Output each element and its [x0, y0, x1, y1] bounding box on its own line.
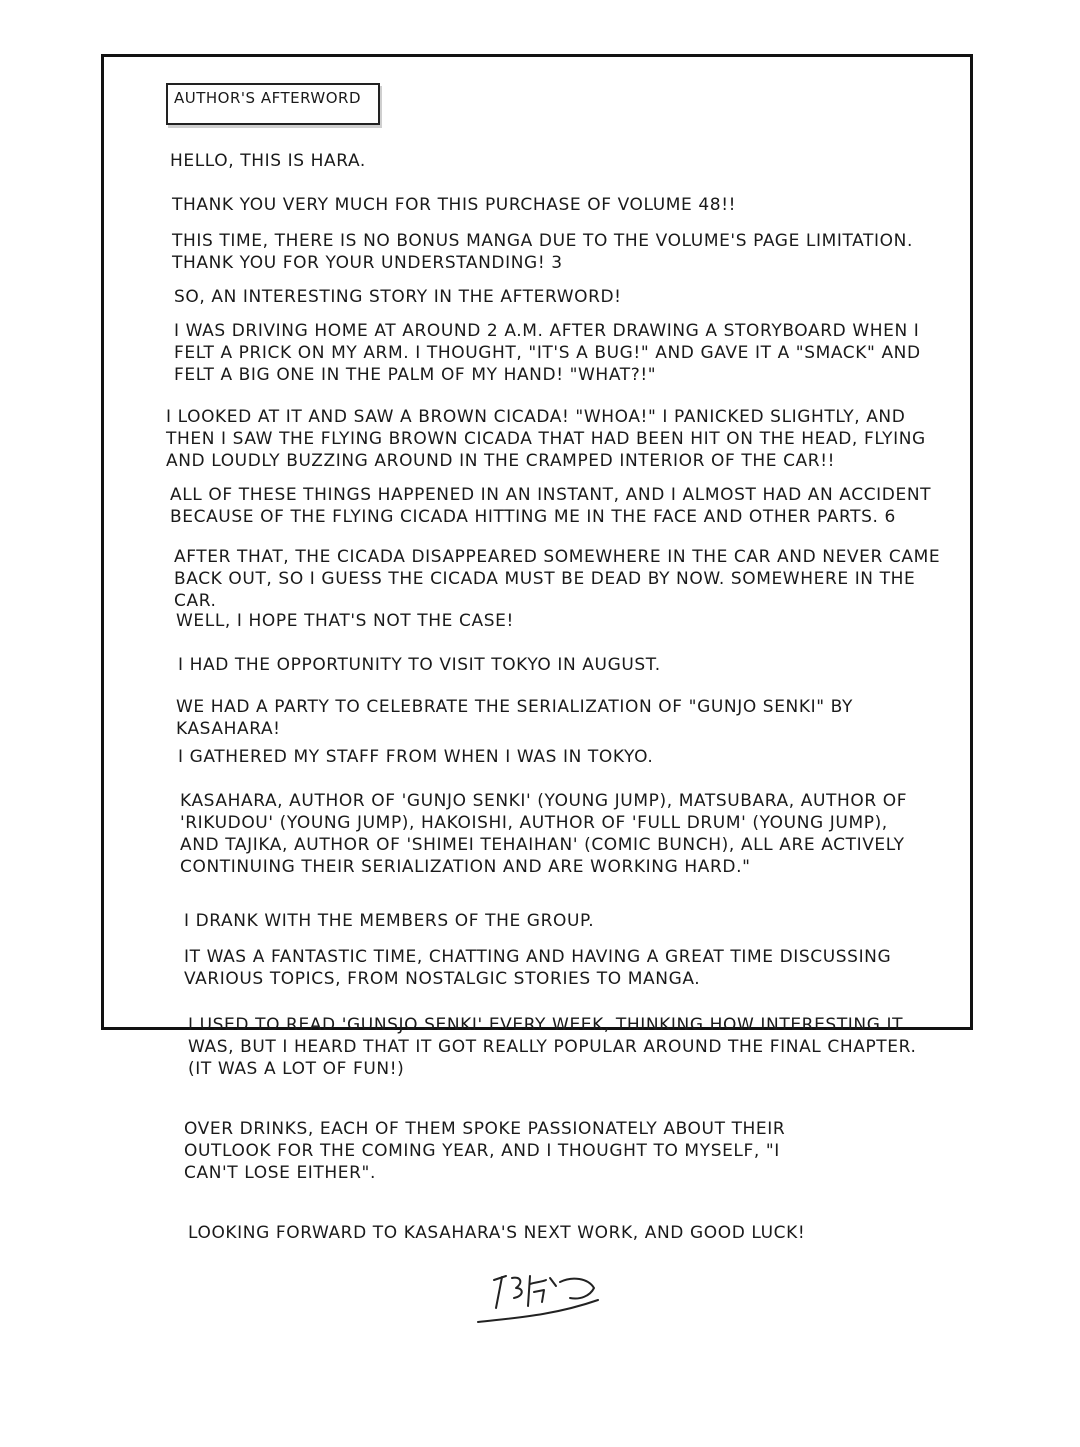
paragraph-drank: I DRANK WITH THE MEMBERS OF THE GROUP.	[184, 911, 595, 931]
paragraph-driving: I WAS DRIVING HOME AT AROUND 2 A.M. AFTER DRAWING A STORYBOARD WHEN I FELT A PRICK ON MY ARM. I THOUGHT, "IT'S A BUG!" AND GAVE IT A "SMACK" AND FELT A BIG ONE IN THE PALM OF MY HAND! "WHAT?!"	[174, 321, 921, 385]
paragraph-no-bonus: THIS TIME, THERE IS NO BONUS MANGA DUE TO THE VOLUME'S PAGE LIMITATION. THANK YOU FOR YOUR UNDERSTANDING! 3	[172, 231, 913, 273]
paragraph-staff: I GATHERED MY STAFF FROM WHEN I WAS IN TOKYO.	[178, 747, 654, 767]
paragraph-accident: ALL OF THESE THINGS HAPPENED IN AN INSTANT, AND I ALMOST HAD AN ACCIDENT BECAUSE OF THE FLYING CICADA HITTING ME IN THE FACE AND OTHER PARTS. 6	[170, 485, 932, 527]
paragraph-gunsjo-senki: I USED TO READ 'GUNSJO SENKI' EVERY WEEK, THINKING HOW INTERESTING IT WAS, BUT I HEARD THAT IT GOT REALLY POPULAR AROUND THE FINAL CHAPTER. (IT WAS A LOT OF FUN!)	[188, 1015, 917, 1079]
paragraph-party: WE HAD A PARTY TO CELEBRATE THE SERIALIZATION OF "GUNJO SENKI" BY KASAHARA!	[176, 697, 853, 739]
paragraph-cicada: I LOOKED AT IT AND SAW A BROWN CICADA! "WHOA!" I PANICKED SLIGHTLY, AND THEN I SAW THE FLYING BROWN CICADA THAT HAD BEEN HIT ON THE HEAD, FLYING AND LOUDLY BUZZING AROUND IN THE CRAMPED INTERIOR OF THE CAR!!	[166, 407, 926, 471]
paragraph-tokyo: I HAD THE OPPORTUNITY TO VISIT TOKYO IN AUGUST.	[178, 655, 661, 675]
paragraph-authors: KASAHARA, AUTHOR OF 'GUNJO SENKI' (YOUNG JUMP), MATSUBARA, AUTHOR OF 'RIKUDOU' (YOUNG JUMP), HAKOISHI, AUTHOR OF 'FULL DRUM' (YOUNG JUMP), AND TAJIKA, AUTHOR OF 'SHIMEI TEHAIHAN' (COMIC BUNCH), ALL ARE ACTIVELY CONTINUING THEIR SERIALIZATION AND ARE WORKING HARD."	[180, 791, 908, 877]
paragraph-hope: WELL, I HOPE THAT'S NOT THE CASE!	[176, 611, 514, 631]
paragraph-good-luck: LOOKING FORWARD TO KASAHARA'S NEXT WORK, AND GOOD LUCK!	[188, 1223, 806, 1243]
paragraph-story-intro: SO, AN INTERESTING STORY IN THE AFTERWORD!	[174, 287, 622, 307]
signature-mark	[472, 1262, 622, 1332]
afterword-title: AUTHOR'S AFTERWORD	[174, 89, 362, 107]
paragraph-greeting: HELLO, THIS IS HARA.	[170, 151, 366, 171]
paragraph-over-drinks: OVER DRINKS, EACH OF THEM SPOKE PASSIONATELY ABOUT THEIR OUTLOOK FOR THE COMING YEAR, AND I THOUGHT TO MYSELF, "I CAN'T LOSE EITHER".	[184, 1119, 786, 1183]
paragraph-thanks: THANK YOU VERY MUCH FOR THIS PURCHASE OF VOLUME 48!!	[172, 195, 737, 215]
paragraph-disappeared: AFTER THAT, THE CICADA DISAPPEARED SOMEWHERE IN THE CAR AND NEVER CAME BACK OUT, SO I GUESS THE CICADA MUST BE DEAD BY NOW. SOMEWHERE IN THE CAR.	[174, 547, 941, 611]
paragraph-fantastic-time: IT WAS A FANTASTIC TIME, CHATTING AND HAVING A GREAT TIME DISCUSSING VARIOUS TOPICS, FROM NOSTALGIC STORIES TO MANGA.	[184, 947, 892, 989]
